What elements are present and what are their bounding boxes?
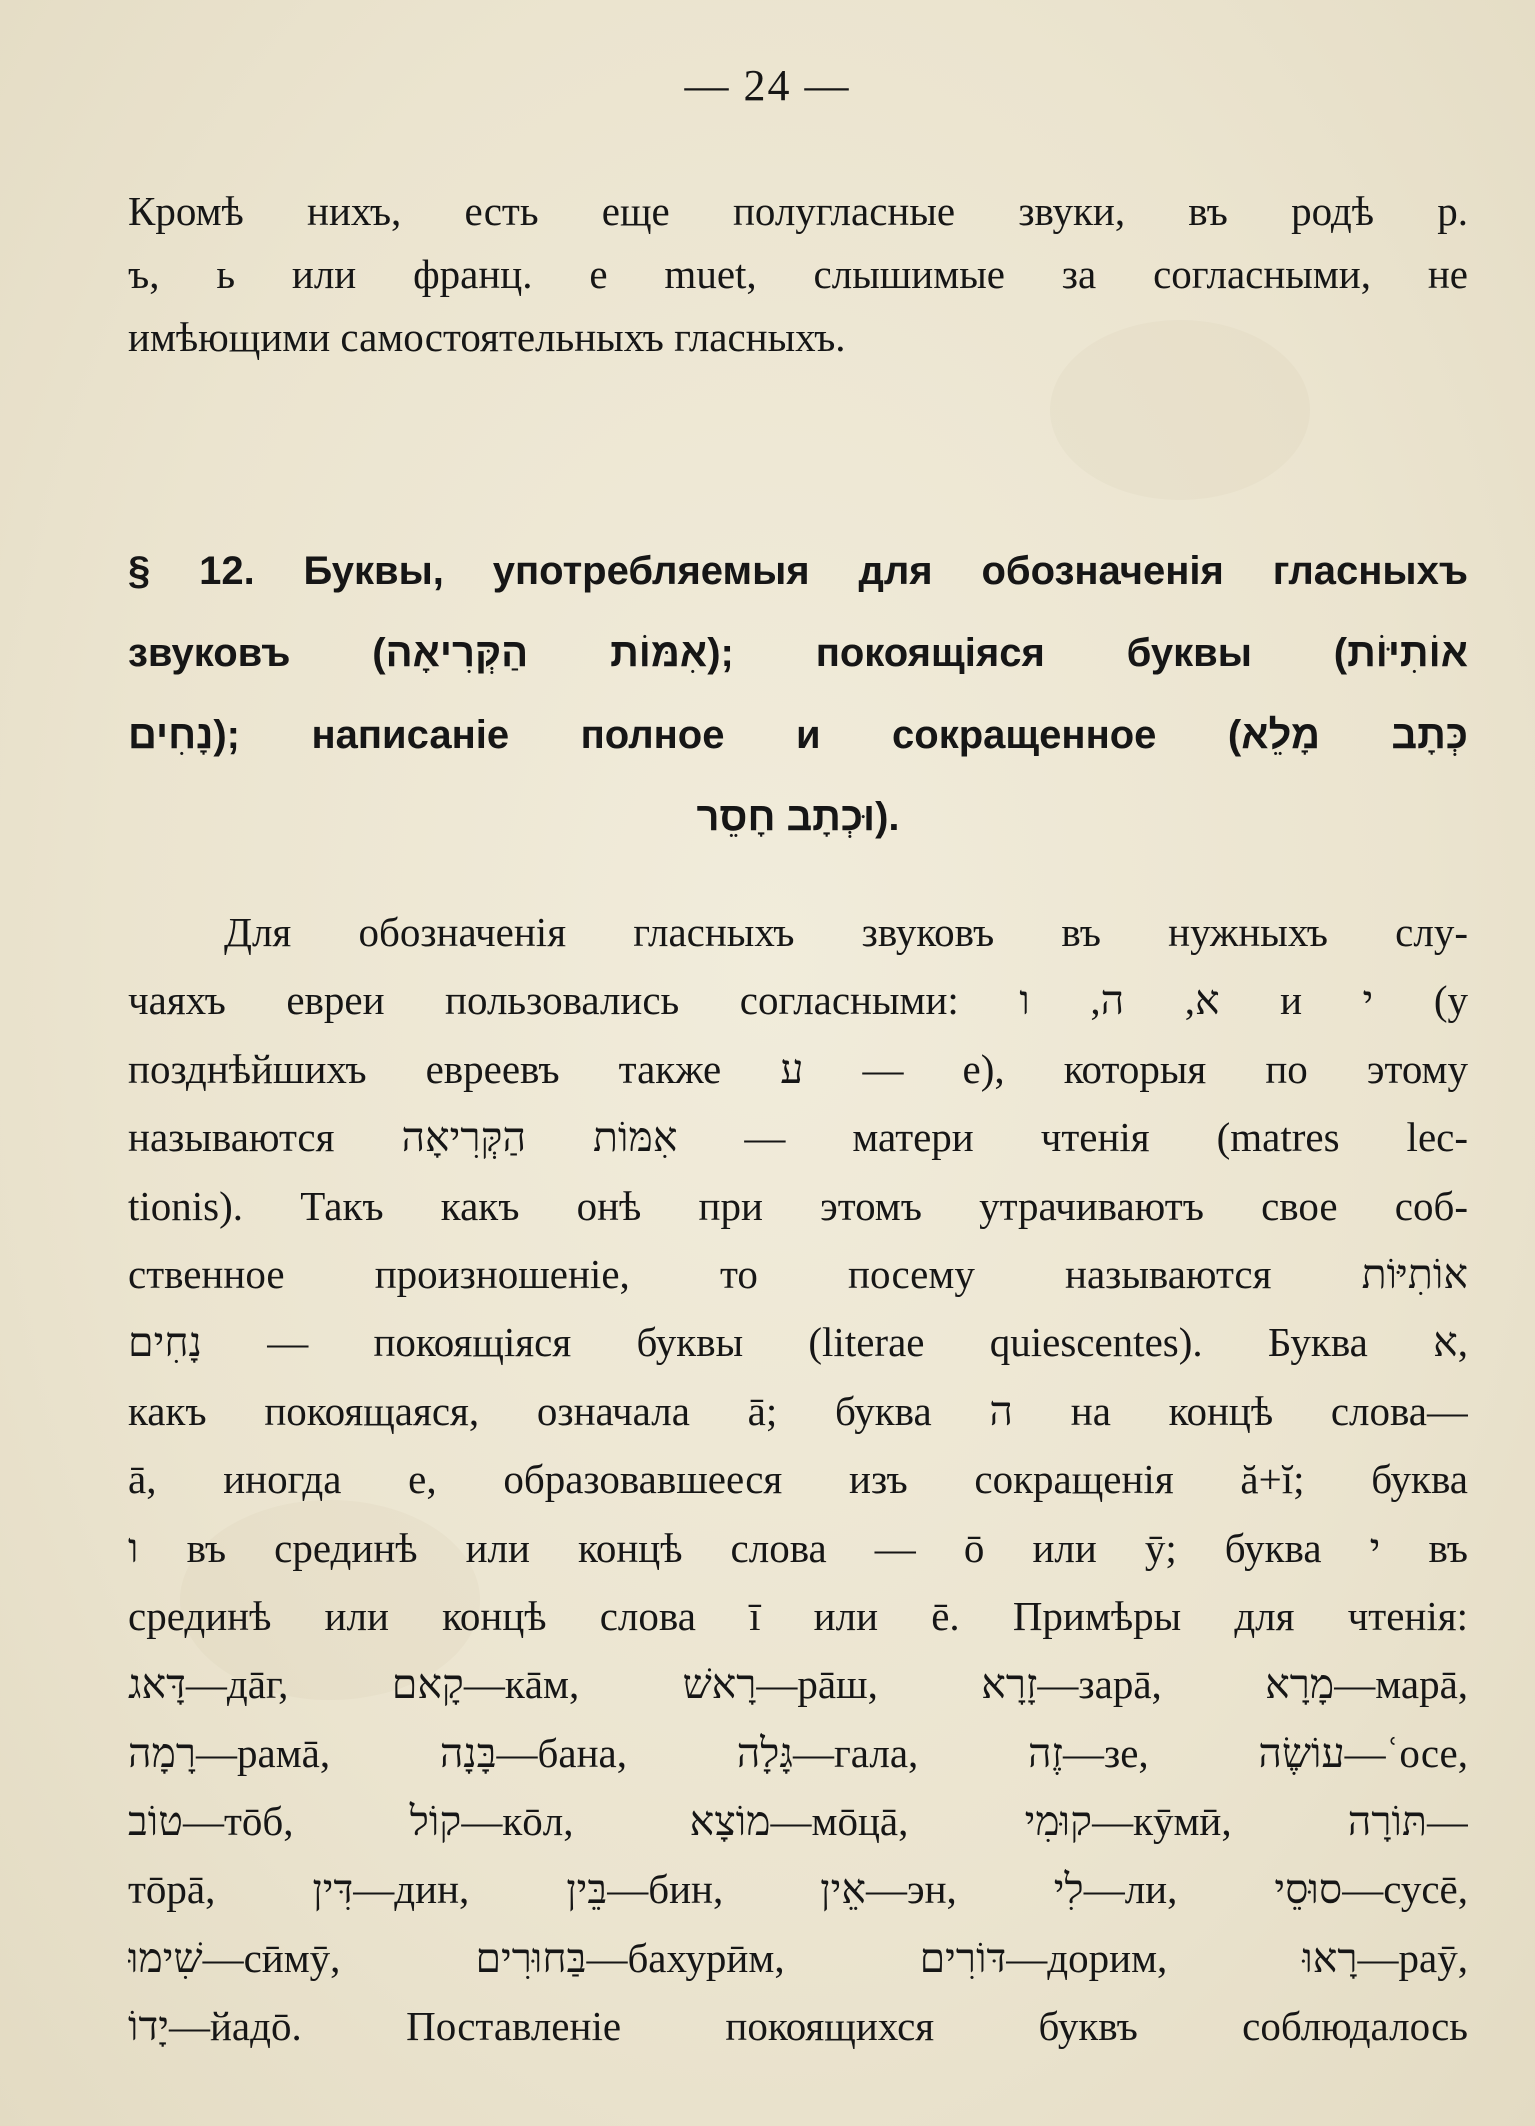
text-line: Для обозначенія гласныхъ звуковъ въ нужныхъ слу- (224, 909, 1468, 955)
text-line: רָמָה—рамā, בָּנָה—бана, גָּלָה—гала, זֶה—зе, עוֹשֶׂה—ʿосе, (128, 1729, 1468, 1776)
heading-line: звуковъ (אִמּוֹת הַקְּרִיאָה); покоящіяся буквы (אוֹתִיּוֹת (128, 631, 1468, 675)
text-line: срединѣ или концѣ слова ī или ē. Примѣры для чтенія: (128, 1592, 1468, 1639)
text-line: שִׁימוּ—сӣмӯ, בַּחוּרִים—бахурӣм, דּוֹרִים—дорим, רָאוּ—раӯ, (128, 1934, 1468, 1981)
page-number: — 24 — (684, 61, 851, 110)
text-line: имѣющими самостоятельныхъ гласныхъ. (128, 314, 846, 360)
heading-line: וּכְתָב חָסֵר). (696, 795, 900, 839)
text-line: ו въ срединѣ или концѣ слова — ō или ӯ; буква י въ (128, 1524, 1468, 1571)
text-line: ственное произношеніе, то посему называются אוֹתִיּוֹת (128, 1250, 1468, 1297)
text-line: tionis). Такъ какъ онѣ при этомъ утрачиваютъ свое соб- (128, 1182, 1468, 1229)
text-line: позднѣйшихъ евреевъ также ע — е), которыя по этому (128, 1045, 1468, 1092)
text-line: Кромѣ нихъ, есть еще полугласные звуки, въ родѣ р. (128, 188, 1468, 234)
body-paragraph (128, 898, 1468, 2061)
heading-line: § 12. Буквы, употребляемыя для обозначенія гласныхъ (128, 549, 1468, 593)
intro-paragraph (128, 180, 1468, 369)
text-line: чаяхъ евреи пользовались согласными: א, ה, ו и י (у (128, 977, 1468, 1024)
text-line: יָדוֹ—йадō. Поставленіе покоящихся буквъ соблюдалось (128, 2003, 1468, 2050)
text-line: ā, иногда е, образовавшееся изъ сокращенія ă+ĭ; буква (128, 1456, 1468, 1503)
text-line: называются אִמּוֹת הַקְּרִיאָה — матери чтенія (matres lec- (128, 1114, 1468, 1161)
text-line: דָּאג—дāг, קָאם—кāм, רָאשׁ—рāш, זָרָא—зарā, מָרָא—марā, (128, 1661, 1468, 1708)
text-line: טוֹב—тōб, קוֹל—кōл, מוֹצָא—мōцā, קוּמִי—кӯмӣ, תּוֹרָה— (128, 1798, 1468, 1845)
text-line: какъ покоящаяся, означала ā; буква ה на концѣ слова— (128, 1387, 1468, 1434)
text-line: ъ, ь или франц. e muet, слышимые за согласными, не (128, 251, 1468, 297)
text-line: נָחִים — покоящіяся буквы (literae quiescentes). Буква א, (128, 1319, 1468, 1366)
text-line: тōрā, דִּין—дин, בֵּין—бин, אֵין—эн, לִי—ли, סוּסֵי—сусē, (128, 1866, 1468, 1913)
section-heading (128, 530, 1468, 858)
heading-line: נָחִים); написаніе полное и сокращенное (כְּתָב מָלֵא (128, 713, 1468, 757)
